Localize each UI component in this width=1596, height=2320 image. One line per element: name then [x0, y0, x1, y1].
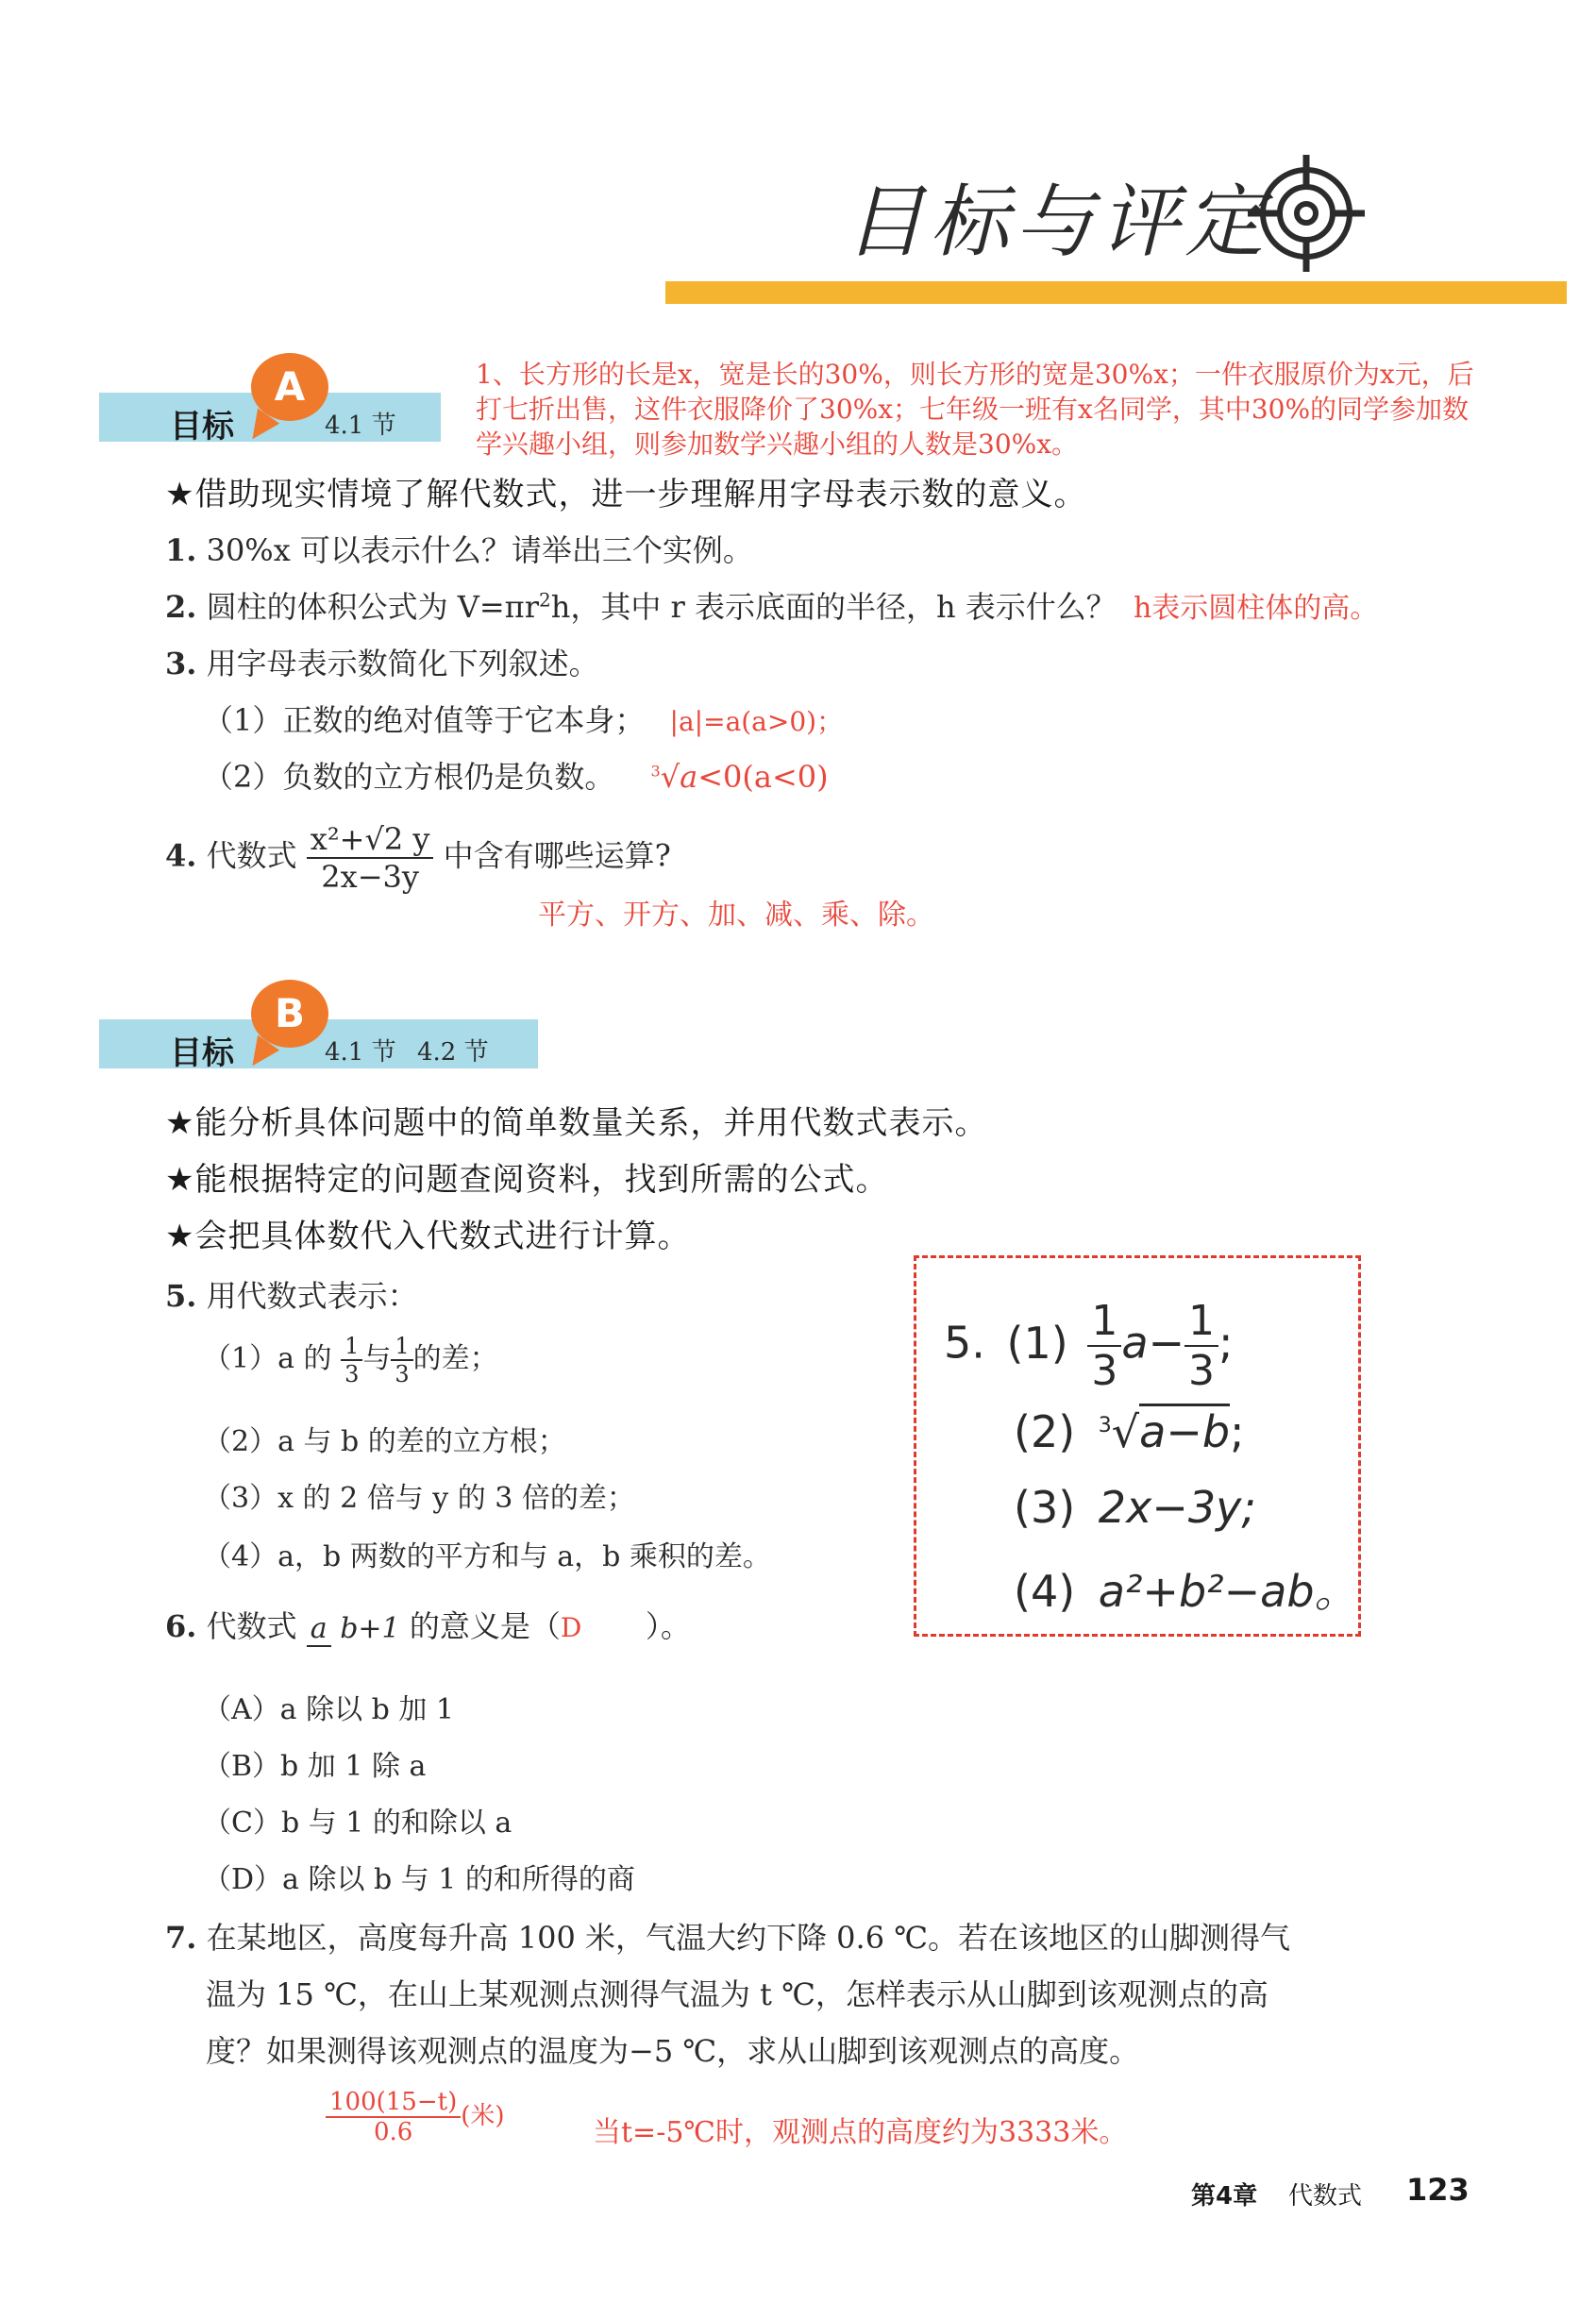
answer-note-q1: 1、长方形的长是x，宽是长的30%，则长方形的宽是30%x；一件衣服原价为x元，后打七折出售，这件衣服降价了30%x；七年级一班有x名同学，其中30%的同学参加数学兴趣小组，则参加数学兴趣小组的人数是30%x。 — [476, 359, 1474, 460]
answer-q3-2 — [651, 759, 829, 795]
denominator: 3 — [344, 1361, 360, 1387]
question-text: 用代数式表示： — [206, 1278, 418, 1314]
page-number: 123 — [1406, 2172, 1470, 2208]
question-post-b: ）。 — [645, 1608, 691, 1644]
goal-b-label: 目标 — [170, 1034, 234, 1072]
goal-a-badge: A — [251, 353, 328, 421]
footer-chapter-name: 代数式 — [1288, 2182, 1363, 2211]
goal-b-section-2: 4.2 节 — [417, 1038, 489, 1067]
denominator: b+1 — [340, 1612, 400, 1645]
part-label: (3) — [1014, 1482, 1076, 1533]
answer-q2: h表示圆柱体的高。 — [1133, 592, 1379, 625]
denominator: 2x−3y — [321, 859, 419, 895]
question-text: 30%x 可以表示什么？请举出三个实例。 — [206, 532, 753, 568]
option-a: （A）a 除以 b 加 1 — [203, 1693, 454, 1726]
question-number: 4. — [165, 837, 197, 874]
part-label: (2) — [1014, 1406, 1076, 1457]
answer-q7-formula — [326, 2088, 505, 2146]
answer-label: 5. — [944, 1317, 985, 1369]
question-7-line-2: 温为 15 ℃，在山上某观测点测得气温为 t ℃，怎样表示从山脚到该观测点的高 — [206, 1976, 1268, 2012]
question-7-line-1 — [165, 1914, 1290, 1958]
answer-q5-4 — [1014, 1557, 1358, 1620]
footer-chapter: 第4章 — [1191, 2182, 1258, 2211]
radical-sign: √ — [1111, 1406, 1140, 1457]
numerator: 1 — [1087, 1297, 1121, 1347]
fraction — [1087, 1297, 1121, 1395]
question-number: 1. — [165, 532, 197, 568]
expr: a²+b²−ab。 — [1098, 1566, 1358, 1617]
answer-q5-2 — [1014, 1406, 1245, 1457]
goal-b-objective-2: ★能根据特定的问题查阅资料，找到所需的公式。 — [165, 1161, 889, 1199]
end: ; — [1218, 1317, 1234, 1369]
superscript: 2 — [539, 588, 551, 612]
question-number: 3. — [165, 646, 197, 681]
goal-b-section-1: 4.1 节 — [325, 1038, 396, 1067]
answer-q5-3 — [1014, 1482, 1256, 1533]
root-index: 3 — [1098, 1413, 1112, 1437]
question-number: 6. — [165, 1608, 197, 1644]
fraction — [307, 821, 434, 895]
sub-text: （2）负数的立方根仍是负数。 — [203, 759, 615, 795]
answer-q3-1: |a|=a(a>0)； — [669, 706, 844, 737]
question-5-sub4: （4）a，b 两数的平方和与 a，b 乘积的差。 — [203, 1540, 771, 1573]
question-text: 用字母表示数简化下列叙述。 — [206, 646, 599, 681]
sub-mid: 与 — [362, 1342, 392, 1375]
part-label: (1) — [1006, 1317, 1068, 1369]
goal-b-badge: B — [251, 980, 328, 1048]
target-icon — [1244, 151, 1369, 276]
radicand: a — [680, 759, 698, 795]
goal-a-label: 目标 — [170, 408, 234, 446]
numerator: 1 — [391, 1333, 412, 1361]
goal-a-section: 4.1 节 — [325, 412, 396, 440]
expr: 2x−3y; — [1098, 1482, 1256, 1533]
question-4 — [165, 821, 671, 895]
end: ; — [1230, 1406, 1245, 1457]
fraction — [1184, 1297, 1218, 1395]
root-index: 3 — [650, 762, 661, 781]
question-1 — [165, 527, 753, 570]
question-5 — [165, 1272, 418, 1316]
question-post-a: 的意义是（ — [409, 1608, 561, 1644]
question-3 — [165, 640, 599, 683]
sub-text: （1）正数的绝对值等于它本身； — [203, 702, 646, 738]
question-pre: 代数式 — [206, 837, 297, 874]
question-pre: 代数式 — [206, 1608, 297, 1644]
question-5-sub1 — [203, 1333, 498, 1387]
fraction — [326, 2088, 461, 2146]
sub-pre: （1）a 的 — [203, 1342, 332, 1375]
denominator: 3 — [1188, 1347, 1216, 1395]
denominator: 3 — [395, 1361, 410, 1387]
question-7-line-3: 度？如果测得该观测点的温度为−5 ℃，求从山脚到该观测点的高度。 — [206, 2033, 1140, 2069]
question-5-sub2: （2）a 与 b 的差的立方根； — [203, 1425, 566, 1458]
question-2 — [165, 583, 1378, 627]
part-label: (4) — [1014, 1566, 1076, 1617]
numerator: 100(15−t) — [326, 2088, 461, 2118]
option-c: （C）b 与 1 的和除以 a — [203, 1807, 512, 1840]
numerator: 1 — [1184, 1297, 1218, 1347]
goal-a-objective: ★借助现实情境了解代数式，进一步理解用字母表示数的意义。 — [165, 476, 1087, 513]
unit: (米) — [461, 2102, 505, 2130]
answer-rest: <0(a<0) — [697, 759, 829, 795]
radical-sign: √ — [660, 759, 680, 795]
question-post: 中含有哪些运算? — [443, 837, 671, 874]
fraction-one-third — [341, 1333, 362, 1387]
answer-q4: 平方、开方、加、减、乘、除。 — [538, 899, 934, 932]
fraction-one-third — [391, 1333, 412, 1387]
question-number: 2. — [165, 589, 197, 625]
goal-b-objective-1: ★能分析具体问题中的简单数量关系，并用代数式表示。 — [165, 1104, 988, 1142]
sub-post: 的差； — [412, 1342, 498, 1375]
question-number: 5. — [165, 1278, 197, 1314]
numerator: 1 — [341, 1333, 362, 1361]
question-text-b: h，其中 r 表示底面的半径，h 表示什么？ — [550, 589, 1117, 625]
fraction — [307, 1612, 400, 1645]
option-d: （D）a 除以 b 与 1 的和所得的商 — [203, 1863, 635, 1896]
denominator: 0.6 — [373, 2118, 413, 2146]
title-underline-bar — [665, 281, 1567, 304]
numerator: a — [307, 1612, 331, 1647]
numerator: x²+√2 y — [307, 821, 434, 859]
question-3-sub2 — [203, 753, 829, 797]
radicand: a−b — [1139, 1404, 1230, 1457]
page-title: 目标与评定 — [845, 176, 1270, 268]
goal-b-objective-3: ★会把具体数代入代数式进行计算。 — [165, 1218, 691, 1255]
option-b: （B）b 加 1 除 a — [203, 1750, 427, 1783]
question-number: 7. — [165, 1920, 197, 1956]
answer-q5-1 — [944, 1297, 1234, 1395]
question-5-sub3: （3）x 的 2 倍与 y 的 3 倍的差； — [203, 1482, 635, 1515]
question-text-a: 圆柱的体积公式为 V=πr — [206, 589, 540, 625]
denominator: 3 — [1091, 1347, 1118, 1395]
question-text: 在某地区，高度每升高 100 米，气温大约下降 0.6 ℃。若在该地区的山脚测得气 — [206, 1920, 1291, 1956]
expr: a− — [1121, 1317, 1185, 1369]
answer-q7-text: 当t=-5℃时，观测点的高度约为3333米。 — [593, 2116, 1128, 2149]
question-3-sub1 — [203, 697, 843, 740]
question-6 — [165, 1603, 691, 1646]
answer-q6: D — [560, 1612, 582, 1643]
